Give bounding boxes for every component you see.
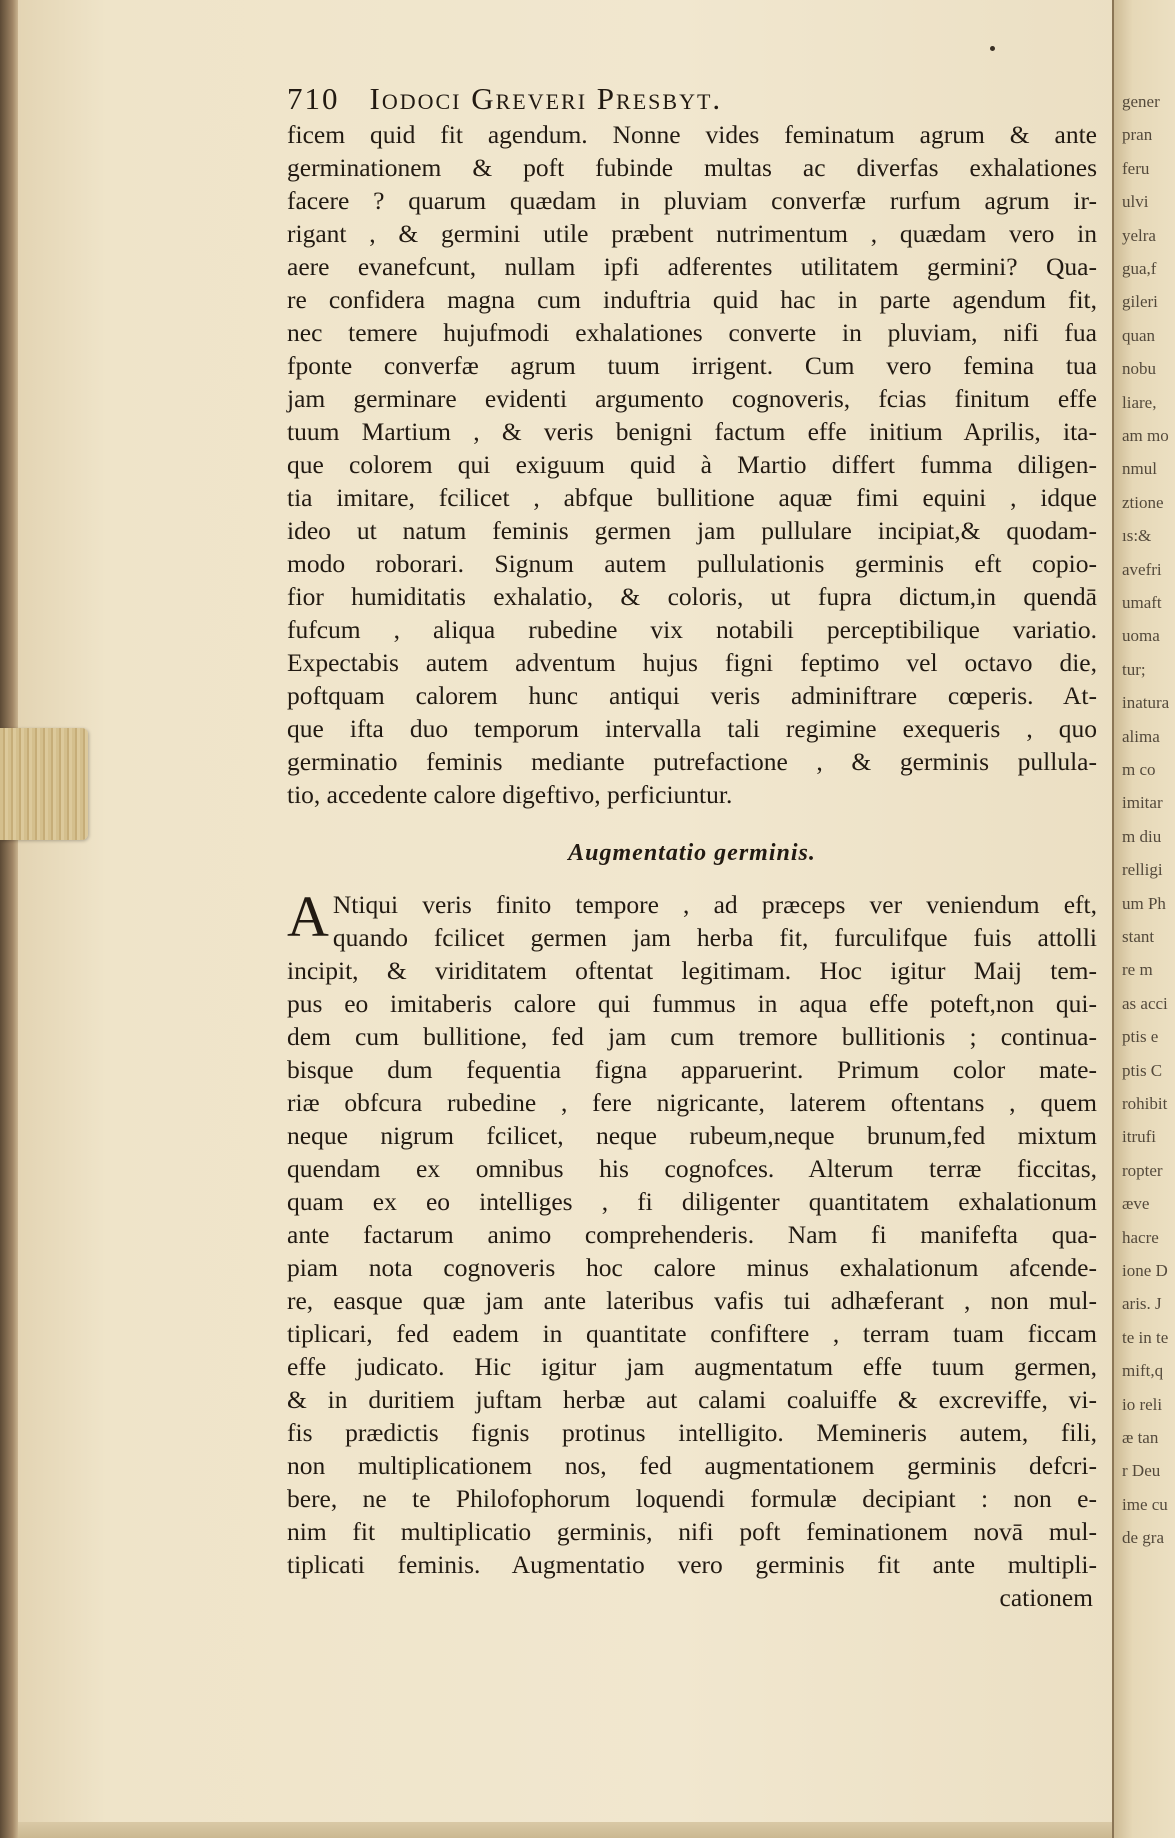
facing-page-fragment: m co <box>1122 760 1156 779</box>
text-line: dem cum bullitione, fed jam cum tremore bullitionis ; continua- <box>287 1022 1097 1051</box>
facing-page-fragment: am mo <box>1122 426 1169 445</box>
facing-page-edge <box>1112 0 1175 1838</box>
text-line: fufcum , aliqua rubedine vix notabili perceptibilique variatio. <box>287 615 1097 644</box>
facing-page-fragment: quan <box>1122 325 1156 345</box>
facing-page-fragment: m diu <box>1122 826 1162 846</box>
text-line: ante factarum animo comprehenderis. Nam fi manifefta qua- <box>287 1220 1097 1249</box>
text-line: tiplicari, fed eadem in quantitate confiftere , terram tuam ficcam <box>287 1319 1097 1348</box>
text-line: ficem quid fit agendum. Nonne vides feminatum agrum & ante <box>287 120 1097 149</box>
drop-cap: A <box>287 884 329 949</box>
facing-page-fragment: itrufi <box>1122 1127 1156 1147</box>
text-line: fior humiditatis exhalatio, & coloris, ut fupra dictum,in quendā <box>287 582 1097 611</box>
facing-page-fragment: feru <box>1122 158 1150 178</box>
facing-page-fragment: liare, <box>1122 392 1157 412</box>
text-line: facere ? quarum quædam in pluviam converfæ rurfum agrum ir- <box>287 186 1097 215</box>
text-line: piam nota cognoveris hoc calore minus exhalationum afcende- <box>287 1253 1097 1282</box>
book-spine <box>0 0 18 1838</box>
text-line: que colorem qui exiguum quid à Martio differt fumma diligen- <box>287 450 1097 479</box>
text-line: Expectabis autem adventum hujus figni feptimo vel octavo die, <box>287 648 1097 677</box>
text-line: nec temere hujufmodi exhalationes converte in pluviam, nifi fua <box>287 318 1097 347</box>
facing-page-fragment: ptis C <box>1122 1060 1163 1080</box>
text-line: que ifta duo temporum intervalla tali regimine exequeris , quo <box>287 714 1097 743</box>
facing-page-fragment: um Ph <box>1122 893 1166 913</box>
text-line: tio, accedente calore digeftivo, perficiuntur. <box>287 780 733 809</box>
facing-page-fragment: re m <box>1122 960 1153 980</box>
facing-page-fragment: rohibit <box>1122 1094 1168 1113</box>
facing-page-fragment: ıs:& <box>1122 526 1152 546</box>
running-header <box>287 80 1097 118</box>
text-line: quam ex eo intelliges , fi diligenter quantitatem exhalationum <box>287 1187 1097 1216</box>
text-line: bere, ne te Philofophorum loquendi formulæ decipiant : non e- <box>287 1484 1097 1513</box>
facing-page-fragment: relligi <box>1122 860 1163 880</box>
text-line: pus eo imitaberis calore qui fummus in aqua effe poteft,non qui- <box>287 989 1097 1018</box>
text-line: modo roborari. Signum autem pullulationis germinis eft copio- <box>287 549 1097 578</box>
paragraph-augmentation-lines <box>287 884 1097 1581</box>
facing-page-fragment: gileri <box>1122 292 1158 312</box>
facing-page-fragment: pran <box>1122 125 1153 145</box>
text-line: aere evanefcunt, nullam ipfi adferentes utilitatem germini? Qua- <box>287 252 1097 281</box>
text-line: germinationem & poft fubinde multas ac diverfas exhalationes <box>287 153 1097 182</box>
bookmark-tab <box>0 728 88 840</box>
text-line: fis prædictis fignis protinus intelligito. Memineris autem, fili, <box>287 1418 1097 1447</box>
page-text <box>287 80 1097 1614</box>
paragraph-germination <box>287 118 1097 811</box>
paragraph-augmentation <box>287 884 1097 1581</box>
ink-speck <box>990 46 995 51</box>
text-line: & in duritiem juftam herbæ aut calami coaluiffe & excreviffe, vi- <box>287 1385 1097 1414</box>
facing-page-fragment: umaft <box>1122 593 1162 612</box>
section-title: Augmentatio germinis. <box>568 840 816 866</box>
text-line: fponte converfæ agrum tuum irrigent. Cum vero femina tua <box>287 351 1097 380</box>
facing-page-fragment: ione D <box>1122 1261 1168 1280</box>
facing-page-fragment: ulvi <box>1122 192 1149 212</box>
text-line: jam germinare evidenti argumento cognoveris, fcias finitum effe <box>287 384 1097 413</box>
facing-page-fragment: nmul <box>1122 459 1157 479</box>
catchword: cationem <box>999 1583 1093 1612</box>
text-line: tia imitare, fcilicet , abfque bullitione aquæ fimi equini , idque <box>287 483 1097 512</box>
text-line: incipit, & viriditatem oftentat legitimam. Hoc igitur Maij tem- <box>287 956 1097 985</box>
facing-page-fragment: tur; <box>1122 659 1146 679</box>
facing-page-fragment: alima <box>1122 726 1160 746</box>
facing-page-fragment: te in te <box>1122 1327 1169 1347</box>
text-line: tuum Martium , & veris benigni factum effe initium Aprilis, ita- <box>287 417 1097 446</box>
text-line: riæ obfcura rubedine , fere nigricante, laterem oftentans , quem <box>287 1088 1097 1117</box>
text-line: ideo ut natum feminis germen jam pullulare incipiat,& quodam- <box>287 516 1097 545</box>
facing-page-fragment: gua,f <box>1122 259 1157 278</box>
facing-page-fragment: ptis e <box>1122 1027 1159 1047</box>
facing-page-fragment: stant <box>1122 927 1155 946</box>
facing-page-fragment: hacre <box>1122 1227 1159 1247</box>
facing-page-fragment: aris. J <box>1122 1294 1162 1314</box>
facing-page-fragment: uoma <box>1122 626 1160 646</box>
facing-page-fragment: imitar <box>1122 793 1163 813</box>
text-line: effe judicato. Hic igitur jam augmentatum effe tuum germen, <box>287 1352 1097 1381</box>
facing-page-fragment: nobu <box>1122 359 1156 379</box>
text-line: germinatio feminis mediante putrefactione , & germinis pullula- <box>287 747 1097 776</box>
facing-page-fragment: mift,q <box>1122 1361 1164 1381</box>
text-line: bisque dum fequentia figna apparuerint. Primum color mate- <box>287 1055 1097 1084</box>
facing-page-fragment: yelra <box>1122 225 1156 245</box>
text-line: re, easque quæ jam ante lateribus vafis tui adhæferant , non mul- <box>287 1286 1097 1315</box>
text-line: quendam ex omnibus his cognofces. Alterum terræ ficcitas, <box>287 1154 1097 1183</box>
text-line: neque nigrum fcilicet, neque rubeum,neque brunum,fed mixtum <box>287 1121 1097 1150</box>
text-line: re confidera magna cum induftria quid hac in parte agendum fit, <box>287 285 1097 314</box>
text-line: rigant , & germini utile præbent nutrimentum , quædam vero in <box>287 219 1097 248</box>
facing-page-fragment: ime cu <box>1122 1494 1168 1514</box>
text-line: Ntiqui veris finito tempore , ad præceps ver veniendum eft, <box>332 890 1097 919</box>
text-line: tiplicati feminis. Augmentatio vero germinis fit ante multipli- <box>287 1550 1097 1579</box>
text-line: non multiplicationem nos, fed augmentationem germinis defcri- <box>287 1451 1097 1480</box>
facing-page-fragment: de gra <box>1122 1528 1165 1548</box>
facing-page-fragment: avefri <box>1122 559 1162 579</box>
text-line: quando fcilicet germen jam herba fit, furculifque fuis attolli <box>332 923 1097 952</box>
text-line: nim fit multiplicatio germinis, nifi poft feminationem novā mul- <box>287 1517 1097 1546</box>
facing-page-fragment: æ tan <box>1122 1428 1159 1447</box>
facing-page-fragment: æve <box>1122 1194 1150 1214</box>
facing-page-fragment: gener <box>1122 92 1160 111</box>
text-line: poftquam calorem hunc antiqui veris adminiftrare cœperis. At- <box>287 681 1097 710</box>
facing-page-fragment: ropter <box>1122 1160 1163 1180</box>
facing-page-fragment: ztione <box>1122 492 1164 512</box>
facing-page-fragment: io reli <box>1122 1394 1163 1414</box>
facing-page-fragment: as acci <box>1122 993 1168 1013</box>
facing-page-fragment: r Deu <box>1122 1461 1161 1481</box>
page-bottom-edge <box>18 1822 1118 1838</box>
facing-page-fragment: inatura <box>1122 693 1170 713</box>
running-title: Iodoci Greveri Presbyt. <box>369 81 723 116</box>
page-number: 710 <box>287 81 340 116</box>
